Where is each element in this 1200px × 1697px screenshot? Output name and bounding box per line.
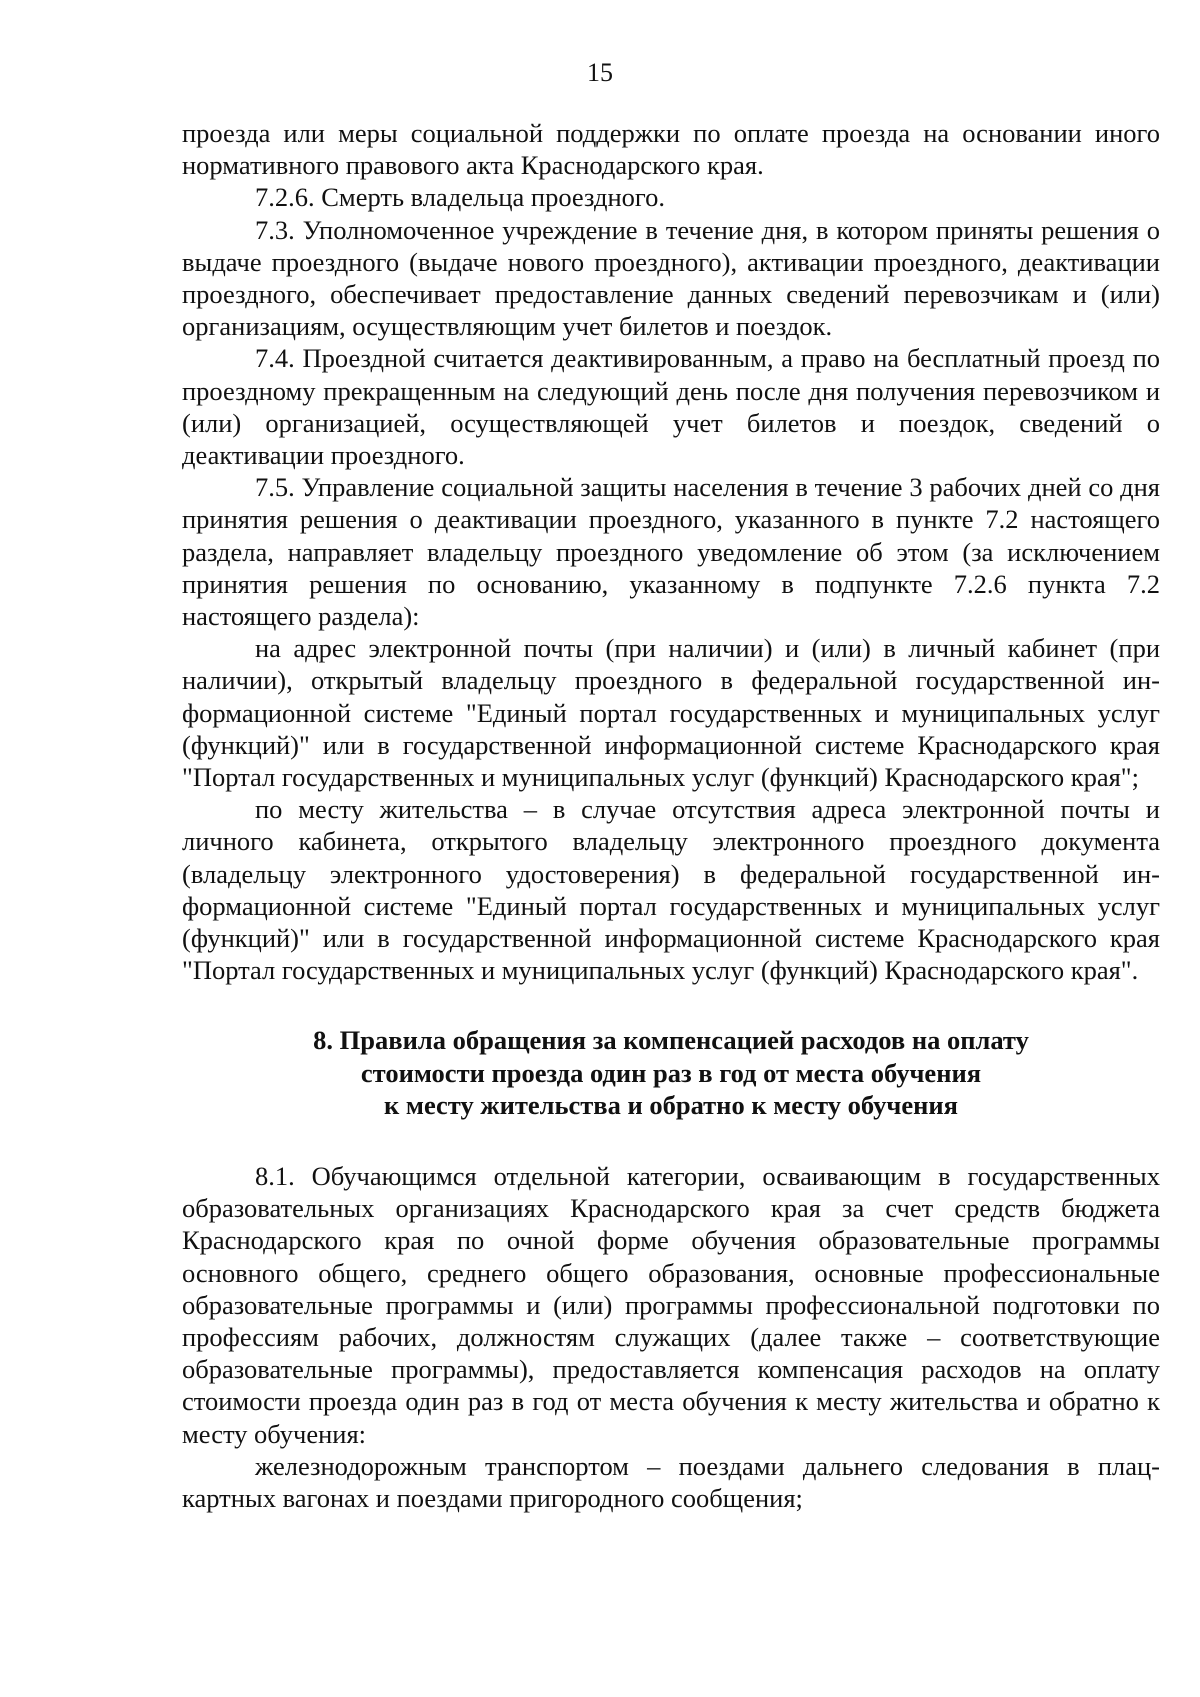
paragraph-continuation: проезда или меры социальной поддержки по оплате проезда на основании иного нормативного правового акта Краснодарского края. [182,118,1160,181]
paragraph-7-2-6: 7.2.6. Смерть владельца проездного. [255,182,665,213]
paragraph-7-5: 7.5. Управление социальной защиты населения в течение 3 рабочих дней со дня принятия решения о деактивации проездного, указанного в пункте 7.2 настоящего раздела, направляет владельцу проездного уведомление об этом (за исключением принятия решения по основанию, указанному в подпункте 7.2.6 пункта 7.2 настоящего раздела): [182,472,1160,632]
section-8-heading-line: 8. Правила обращения за компенсацией расходов на оплату [313,1025,1029,1056]
paragraph-7-3: 7.3. Уполномоченное учреждение в течение дня, в котором приняты решения о выдаче проездного (выдаче нового проездного), активации проездного, деактивации проездного, обеспечивает предоставление данных сведений перевозчикам и (или) организациям, осуществляющим учет билетов и поездок. [182,214,1160,342]
paragraph-7-4: 7.4. Проездной считается деактивированным, а право на бесплатный проезд по проездному прекращенным на следующий день после дня получения перевозчиком и (или) организацией, осуществляющей учет билетов и поездок, сведений о деактивации проездного. [182,343,1160,471]
section-8-heading [182,1024,1160,1122]
section-8-heading-line: к месту жительства и обратно к месту обучения [384,1090,958,1121]
paragraph-8-1: 8.1. Обучающимся отдельной категории, осваивающим в государственных образовательных организациях Краснодарского края за счет средств бюджета Краснодарского края по очной форме обучения образовательные программы основного общего, среднего общего образования, основные профессиональные образовательные программы и (или) программы профессиональной подготовки по профессиям рабочих, должностям служащих (далее также – соответствующие образовательные программы), предоставляется компенсация расходов на оплату стоимости проезда один раз в год от места обучения к месту жительства и обратно к месту обучения: [182,1160,1160,1449]
page-number: 15 [587,58,613,87]
paragraph-rail-transport: железнодорожным транспортом – поездами дальнего следования в плацкартных вагонах и поездами пригородного сообщения; [182,1450,1160,1514]
paragraph-email-notice: на адрес электронной почты (при наличии) и (или) в личный кабинет (при наличии), открытый владельцу проездного в федеральной государственной информационной системе "Единый портал государственных и муниципальных услуг (функций)" или в государственной информационной системе Краснодарского края "Портал государственных и муниципальных услуг (функций) Краснодарского края"; [182,633,1160,793]
document-body [182,117,1160,1514]
paragraph-residence-notice: по месту жительства – в случае отсутствия адреса электронной почты и личного кабинета, открытого владельцу электронного проездного документа (владельцу электронного удостоверения) в федеральной государственной информационной системе "Единый портал государственных и муниципальных услуг (функций)" или в государственной информационной системе Краснодарского края "Портал государственных и муниципальных услуг (функций) Краснодарского края". [182,794,1160,986]
section-8-heading-line: стоимости проезда один раз в год от места обучения [360,1057,982,1088]
